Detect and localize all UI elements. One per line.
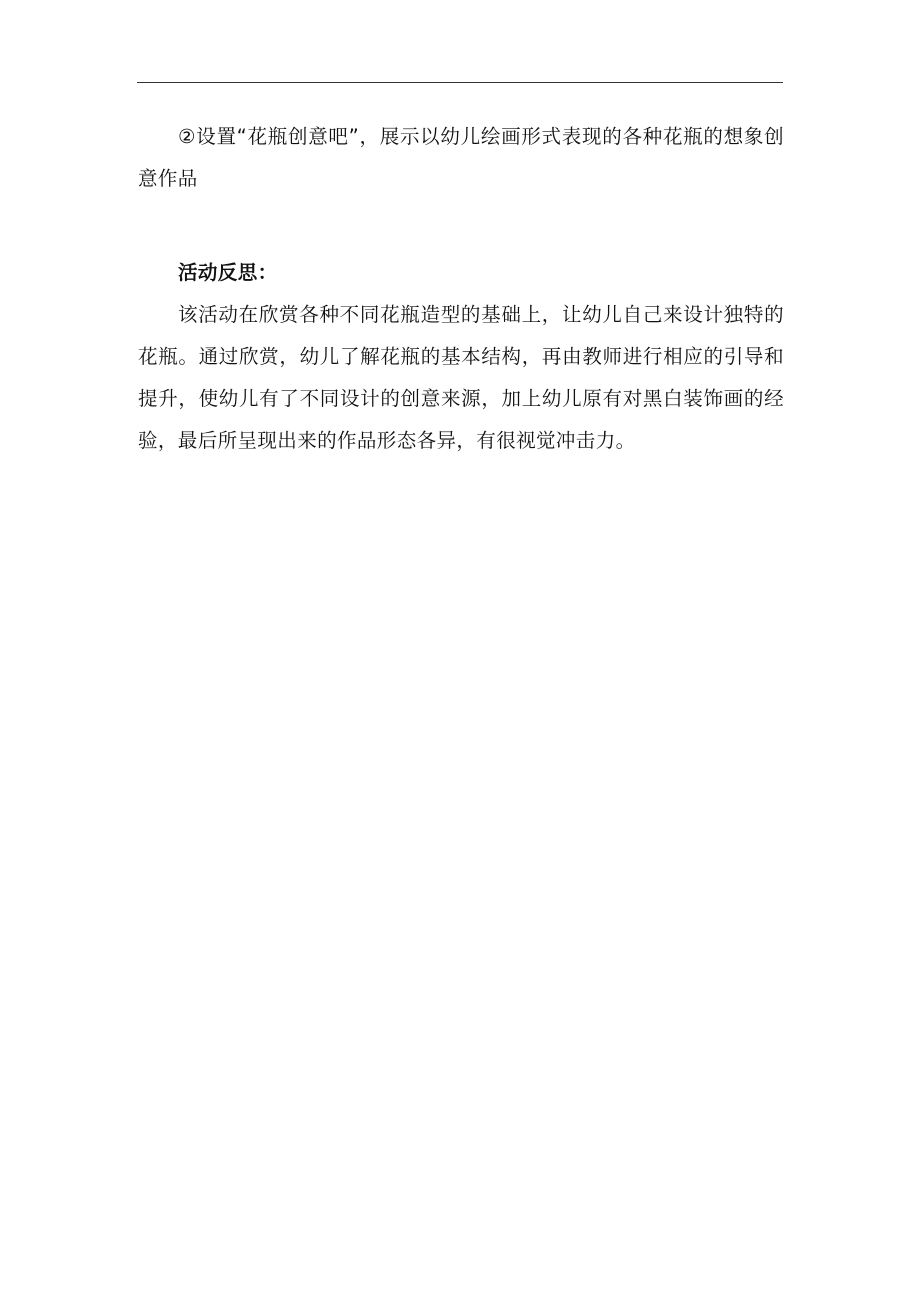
- header-rule: [137, 82, 783, 83]
- reflection-paragraph: 该活动在欣赏各种不同花瓶造型的基础上，让幼儿自己来设计独特的花瓶。通过欣赏，幼儿了解花瓶的基本结构，再由教师进行相应的引导和提升，使幼儿有了不同设计的创意来源，加上幼儿原有对黑白装饰画的经验，最后所呈现出来的作品形态各异，有很视觉冲击力。: [138, 303, 784, 452]
- document-content: [138, 116, 784, 462]
- paragraph-spacer: [138, 200, 784, 252]
- list-item-2: ②设置“花瓶创意吧”，展示以幼儿绘画形式表现的各种花瓶的想象创意作品: [138, 125, 784, 190]
- section-heading-reflection: 活动反思：: [178, 261, 278, 284]
